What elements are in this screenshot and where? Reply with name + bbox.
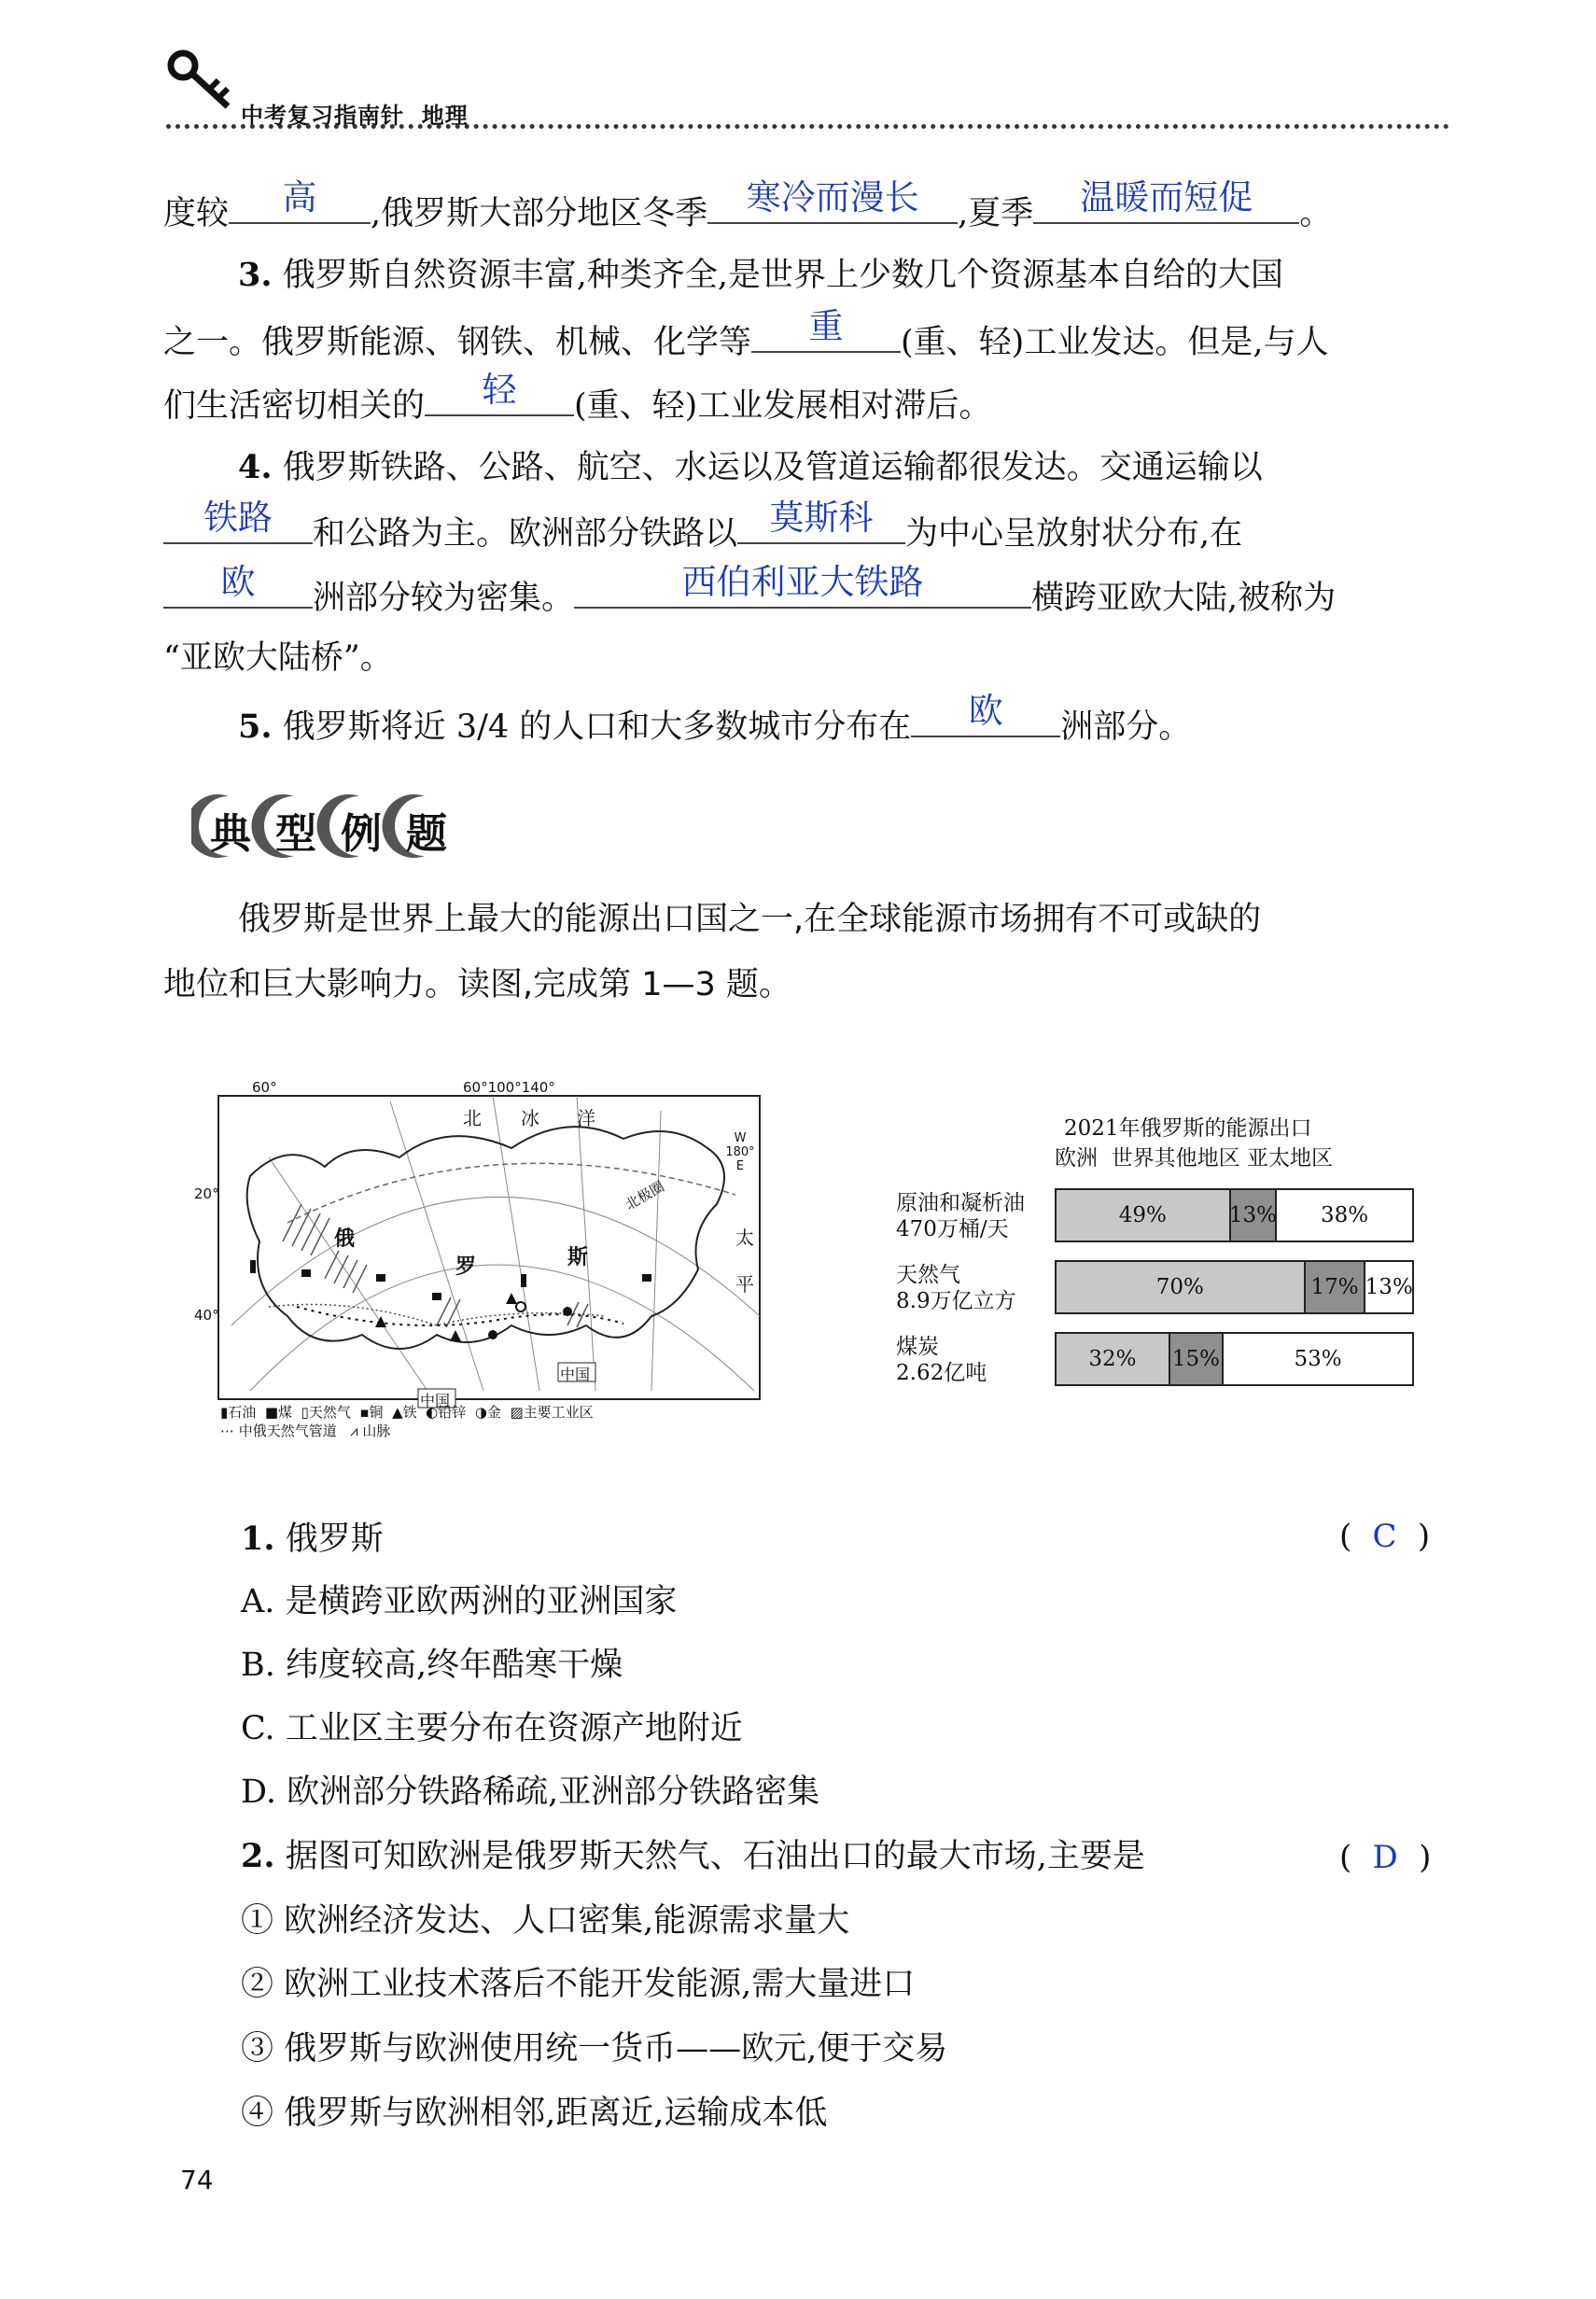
q4-line2: 铁路 和公路为主。欧洲部分铁路以 莫斯科 为中心呈放射状分布,在 xyxy=(163,507,1242,557)
page-number: 74 xyxy=(170,2152,226,2208)
stacked-bar xyxy=(1055,1260,1414,1314)
section-char-2: 型 xyxy=(275,810,316,858)
bar-segment: 38% xyxy=(1277,1190,1412,1241)
stacked-bar xyxy=(1055,1188,1414,1242)
category-amount: 2.62亿吨 xyxy=(896,1361,987,1385)
answer-q2-2: 寒冷而漫长 xyxy=(746,177,919,217)
question-2-option-4: ④ 俄罗斯与欧洲相邻,距离近,运输成本低 xyxy=(241,2095,828,2132)
question-1-stem: 1. 俄罗斯 xyxy=(241,1520,384,1558)
book-title: 中考复习指南针 xyxy=(241,103,404,129)
section-heading xyxy=(191,789,471,863)
category-name: 煤炭 xyxy=(896,1335,939,1359)
bar-segment: 17% xyxy=(1306,1262,1366,1312)
header-divider xyxy=(166,124,1449,129)
stacked-bar xyxy=(1055,1332,1414,1386)
chart-legend xyxy=(1055,1145,1333,1171)
answer-q2-3: 温暖而短促 xyxy=(1080,177,1253,217)
legend-asia-pacific: 亚太地区 xyxy=(1246,1146,1333,1171)
answer-q3-2: 轻 xyxy=(482,370,517,410)
legend-europe: 欧洲 xyxy=(1055,1146,1098,1171)
question-2-stem: 2. 据图可知欧洲是俄罗斯天然气、石油出口的最大市场,主要是 xyxy=(241,1837,1145,1875)
category-name: 天然气 xyxy=(896,1263,960,1287)
category-amount: 470万桶/天 xyxy=(896,1217,1009,1241)
q4-line3: 欧 洲部分较为密集。 西伯利亚大铁路 横跨亚欧大陆,被称为 xyxy=(163,571,1336,622)
key-logo-icon xyxy=(166,45,239,110)
chart-title: 2021年俄罗斯的能源出口 xyxy=(1064,1116,1312,1141)
map-legend: ▮石油 ■煤 ▯天然气 ▪铜 ▲铁 ◐铅锌 ◑金 ▨主要工业区 xyxy=(220,1404,594,1421)
section-char-1: 典 xyxy=(210,810,251,858)
q3-line2: 之一。俄罗斯能源、钢铁、机械、化学等 重 (重、轻)工业发达。但是,与人 xyxy=(163,306,1329,361)
question-1-option-b: B. 纬度较高,终年酷寒干燥 xyxy=(241,1647,623,1684)
answer-q4-1: 铁路 xyxy=(203,498,273,538)
bar-segment: 53% xyxy=(1224,1334,1412,1384)
question-1-option-c: C. 工业区主要分布在资源产地附近 xyxy=(241,1710,743,1747)
answer-q4-4: 西伯利亚大铁路 xyxy=(681,562,924,602)
q4-line1: 4. 俄罗斯铁路、公路、航空、水运以及管道运输都很发达。交通运输以 xyxy=(238,448,1263,486)
legend-other: 世界其他地区 xyxy=(1111,1146,1240,1171)
section-char-4: 题 xyxy=(406,810,447,858)
question-1-option-d: D. 欧洲部分铁路稀疏,亚洲部分铁路密集 xyxy=(241,1773,820,1811)
bar-segment: 15% xyxy=(1170,1334,1224,1384)
chart-category-label xyxy=(896,1190,1025,1242)
chart-category-label xyxy=(896,1334,987,1386)
answer-q3-1: 重 xyxy=(808,306,844,346)
question-1-option-a: A. 是横跨亚欧两洲的亚洲国家 xyxy=(241,1583,678,1620)
bar-segment: 70% xyxy=(1057,1262,1306,1312)
q5-line: 5. 俄罗斯将近 3/4 的人口和大多数城市分布在 欧 洲部分。 xyxy=(238,691,1192,746)
question-2-option-3: ③ 俄罗斯与欧洲使用统一货币——欧元,便于交易 xyxy=(241,2030,948,2068)
q4-line4: “亚欧大陆桥”。 xyxy=(163,639,393,677)
intro-line2: 地位和巨大影响力。读图,完成第 1—3 题。 xyxy=(163,966,791,1003)
answer-q2-1: 高 xyxy=(282,177,317,217)
question-2-option-1: ① 欧洲经济发达、人口密集,能源需求量大 xyxy=(241,1902,850,1940)
category-amount: 8.9万亿立方 xyxy=(896,1289,1016,1313)
q3-line1: 3. 俄罗斯自然资源丰富,种类齐全,是世界上少数几个资源基本自给的大国 xyxy=(238,256,1283,294)
answer-q4-3: 欧 xyxy=(220,562,256,602)
chart-category-label xyxy=(896,1262,1016,1314)
answer-q4-2: 莫斯科 xyxy=(769,498,874,538)
energy-export-chart xyxy=(896,1115,1419,1414)
question-2-option-2: ② 欧洲工业技术落后不能开发能源,需大量进口 xyxy=(241,1966,916,2003)
question-2-answer: ( D ) xyxy=(1339,1839,1432,1876)
q3-line3: 们生活密切相关的 轻 (重、轻)工业发展相对滞后。 xyxy=(163,370,992,425)
answer-q5-1: 欧 xyxy=(968,691,1003,731)
bar-segment: 49% xyxy=(1057,1190,1231,1241)
question-1-answer: ( C ) xyxy=(1339,1518,1431,1555)
bar-segment: 13% xyxy=(1231,1190,1278,1241)
intro-line1: 俄罗斯是世界上最大的能源出口国之一,在全球能源市场拥有不可或缺的 xyxy=(238,901,1262,938)
section-char-3: 例 xyxy=(341,810,382,858)
category-name: 原油和凝析油 xyxy=(896,1191,1025,1215)
q2-continuation: 度较 高 ,俄罗斯大部分地区冬季 寒冷而漫长 ,夏季 温暖而短促 。 xyxy=(163,177,1333,232)
bar-segment: 13% xyxy=(1365,1262,1412,1312)
subject-label: 地理 xyxy=(421,103,469,129)
russia-resource-map: 60° 60°100°140° 20° 40° 北 冰 洋 俄 罗 斯 北极圈 太 平 中国 中国 W 180° E ▮石油 ■煤 ▯天然气 ▪铜 ▲铁 ◐铅锌 ◑金 ▨主要工业区 ⋯ 中俄天然气管道 ⩘ 山脉 xyxy=(213,1083,782,1437)
bar-segment: 32% xyxy=(1057,1334,1170,1384)
